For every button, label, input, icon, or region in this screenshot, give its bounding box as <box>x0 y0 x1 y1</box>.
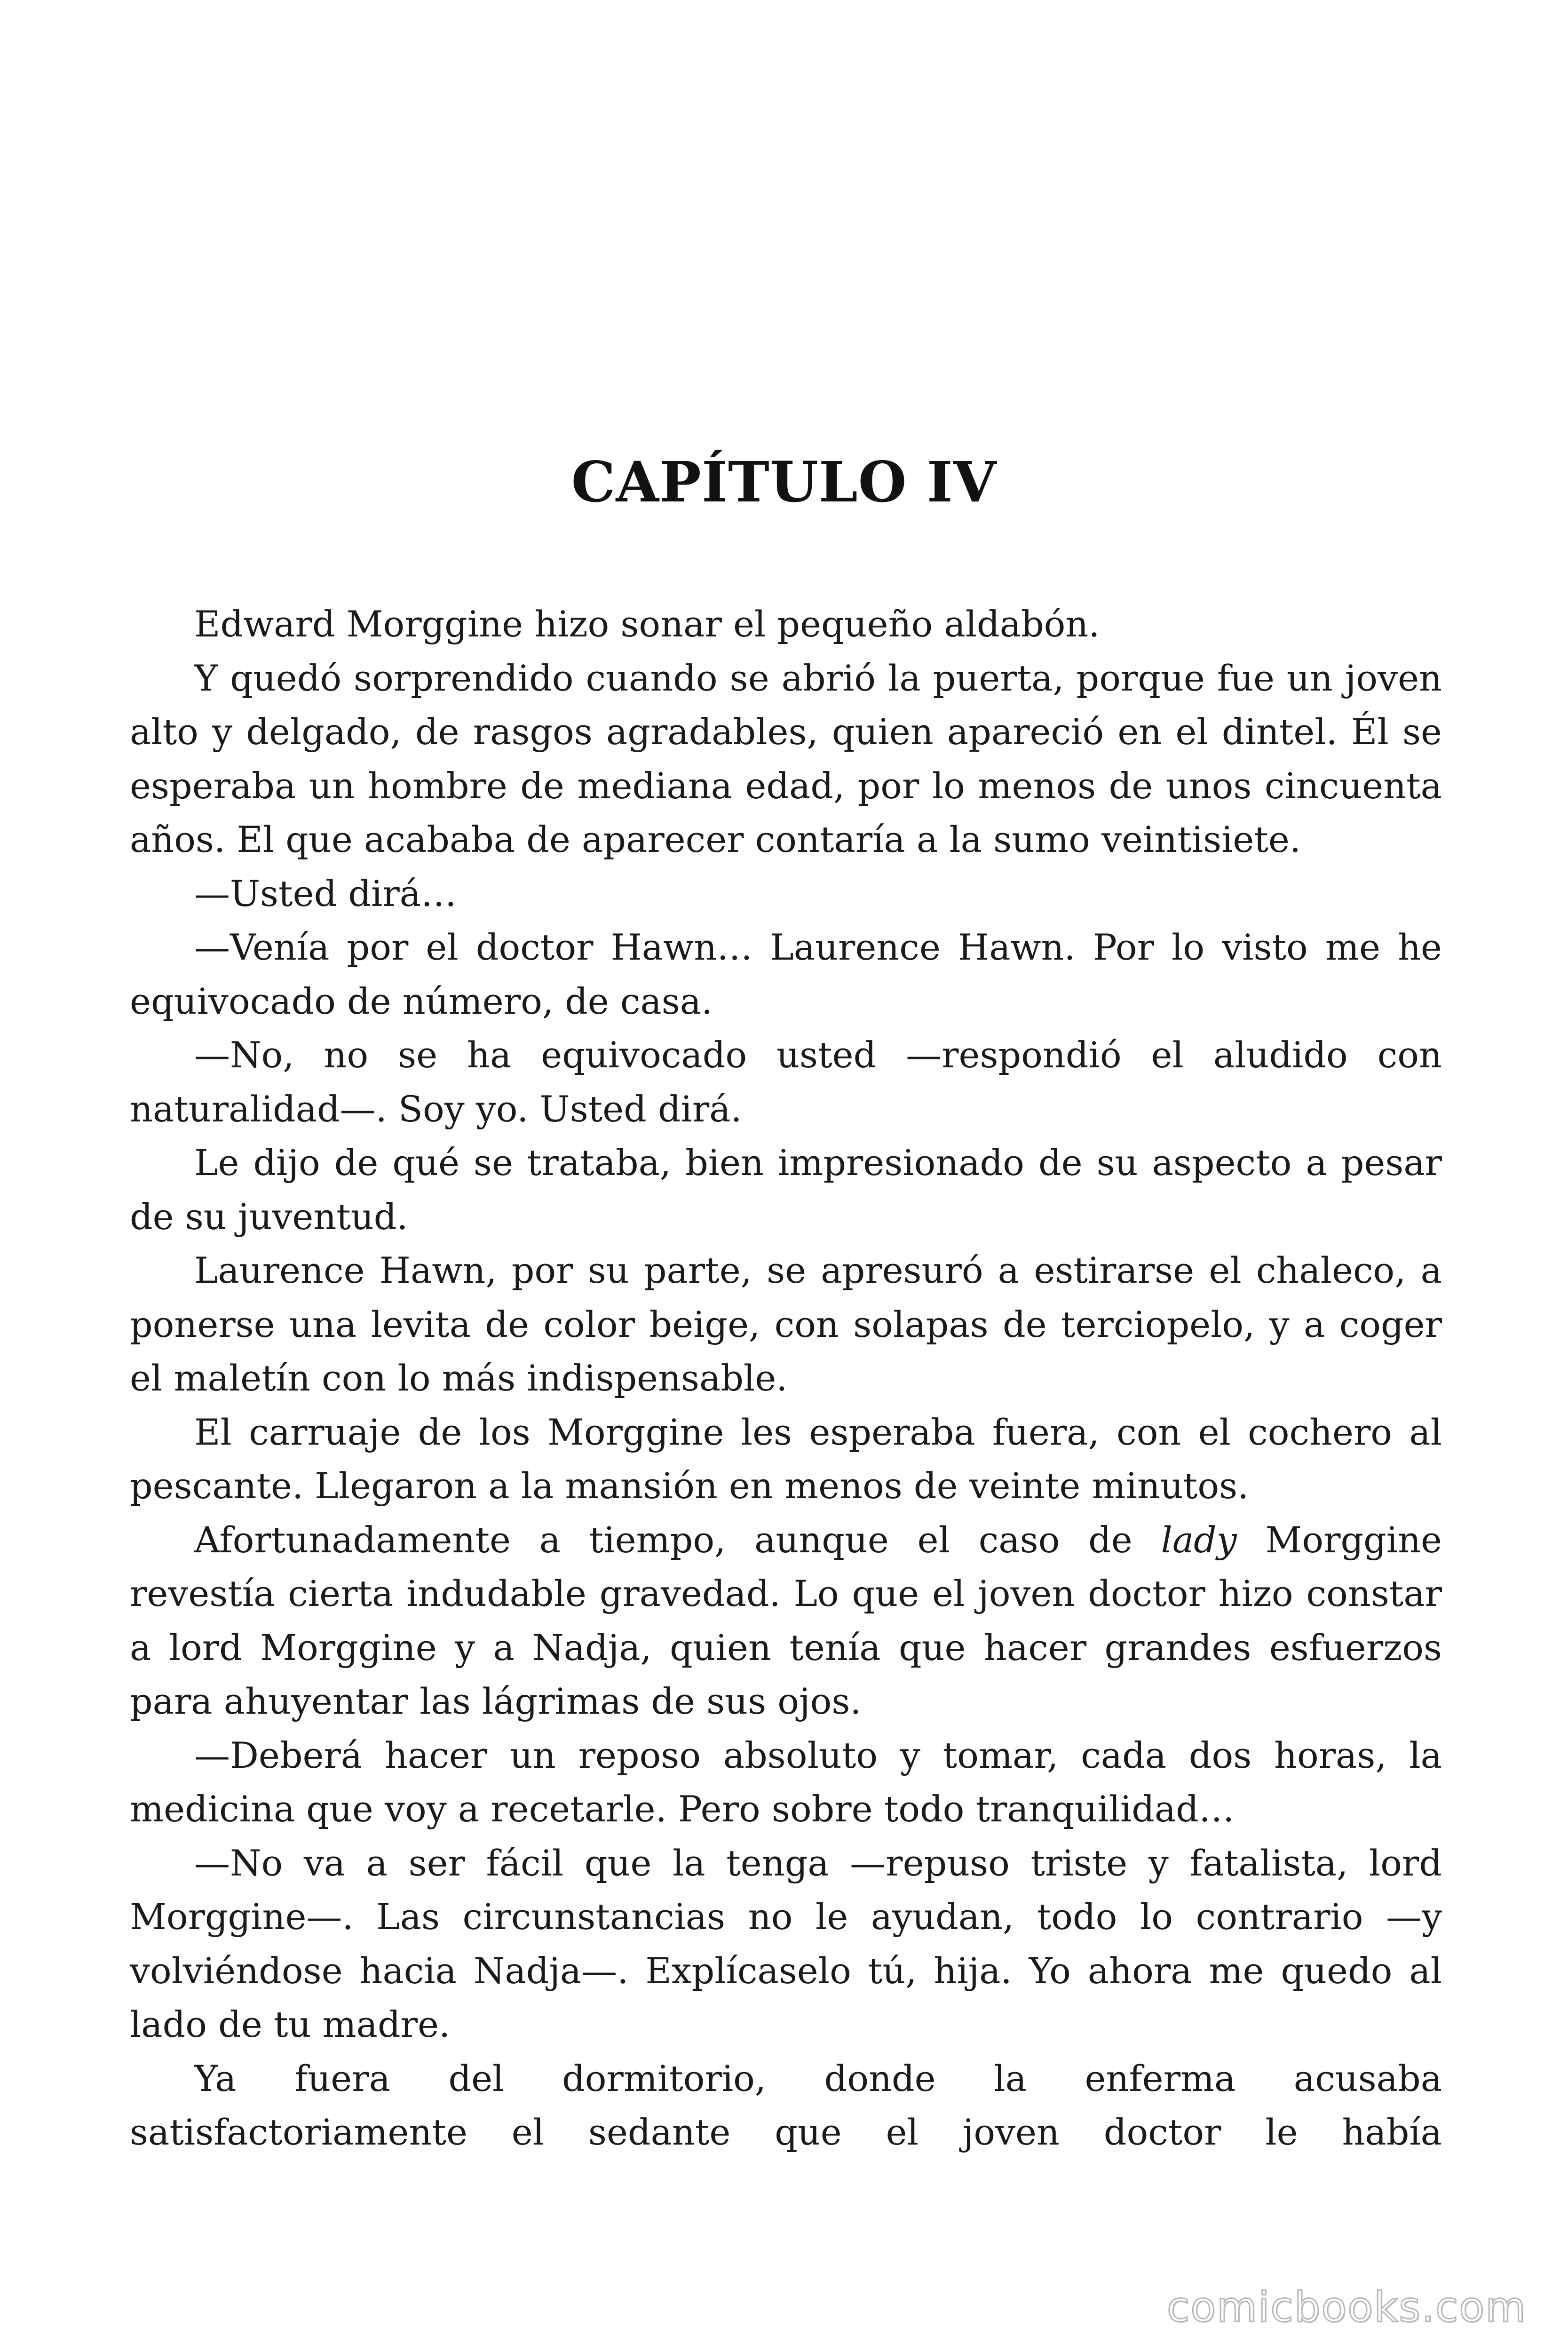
paragraph <box>130 1136 1442 1244</box>
paragraph <box>130 867 1442 921</box>
paragraph-text: —Deberá hacer un reposo absoluto y tomar, cada dos horas, la medicina que voy a recetarle. Pero sobre todo tranquilidad… <box>130 1734 1442 1830</box>
paragraph <box>130 1513 1442 1729</box>
paragraph-text: —No, no se ha equivocado usted —respondió el aludido con naturalidad—. Soy yo. Usted dirá. <box>130 1034 1442 1130</box>
chapter-body <box>130 597 1442 2160</box>
paragraph-text: Morggine revestía cierta indudable gravedad. Lo que el joven doctor hizo constar a lord Morggine y a Nadja, quien tenía que hacer grandes esfuerzos para ahuyentar las lágrimas de sus ojos. <box>130 1518 1442 1722</box>
paragraph <box>130 652 1442 867</box>
paragraph <box>130 597 1442 652</box>
paragraph-text: Laurence Hawn, por su parte, se apresuró a estirarse el chaleco, a ponerse una levita de color beige, con solapas de terciopelo, y a coger el maletín con lo más indispensable. <box>130 1249 1442 1399</box>
italic-word: lady <box>1161 1518 1237 1561</box>
watermark-text: comicbooks.com <box>1166 2283 1527 2331</box>
paragraph-text: —Venía por el doctor Hawn… Laurence Hawn. Por lo visto me he equivocado de número, de casa. <box>130 926 1442 1022</box>
paragraph-text: Edward Morggine hizo sonar el pequeño aldabón. <box>194 603 1100 645</box>
chapter-title: CAPÍTULO IV <box>571 449 997 515</box>
paragraph <box>130 1028 1442 1136</box>
paragraph-text: —No va a ser fácil que la tenga —repuso triste y fatalista, lord Morggine—. Las circunstancias no le ayudan, todo lo contrario —y volviéndose hacia Nadja—. Explícaselo tú, hija. Yo ahora me quedo al lado de tu madre. <box>130 1842 1442 2045</box>
paragraph-text: El carruaje de los Morggine les esperaba fuera, con el cochero al pescante. Llegaron a la mansión en menos de veinte minutos. <box>130 1411 1442 1507</box>
paragraph <box>130 1406 1442 1513</box>
paragraph <box>130 1244 1442 1406</box>
paragraph-text: Afortunadamente a tiempo, aunque el caso de <box>194 1518 1161 1561</box>
paragraph-text: —Usted dirá… <box>194 872 457 914</box>
paragraph-text: Y quedó sorprendido cuando se abrió la puerta, porque fue un joven alto y delgado, de rasgos agradables, quien apareció en el dintel. Él se esperaba un hombre de mediana edad, por lo menos de unos cincuenta años. El que acababa de aparecer contaría a la sumo veintisiete. <box>130 657 1442 860</box>
paragraph-text: Ya fuera del dormitorio, donde la enferma acusaba satisfactoriamente el sedante que el joven doctor le había <box>130 2057 1442 2153</box>
paragraph-text: Le dijo de qué se trataba, bien impresionado de su aspecto a pesar de su juventud. <box>130 1142 1442 1238</box>
paragraph <box>130 921 1442 1028</box>
paragraph <box>130 1729 1442 1836</box>
paragraph <box>130 1836 1442 2052</box>
paragraph <box>130 2052 1442 2160</box>
